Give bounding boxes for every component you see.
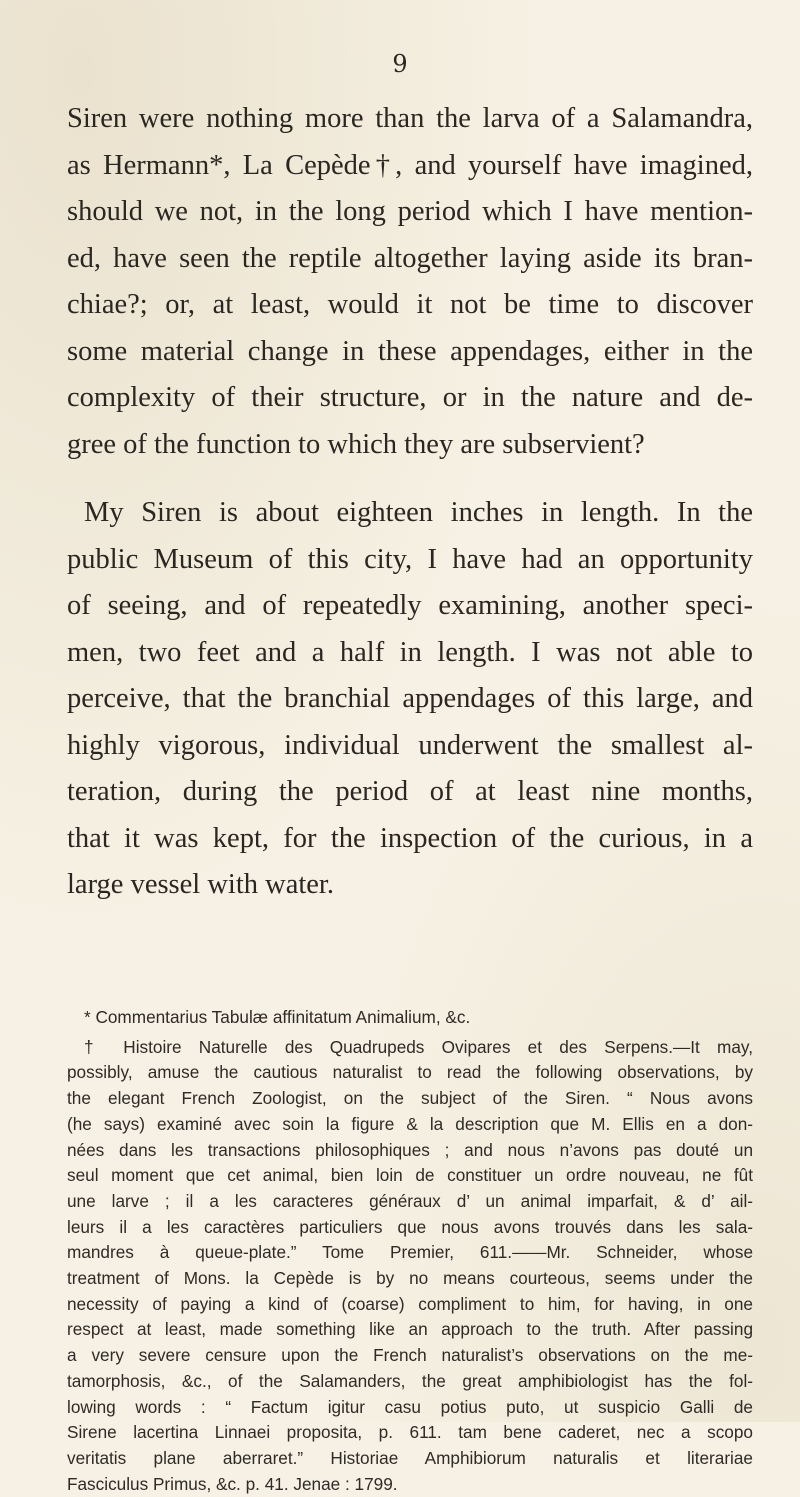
footnote-line: (he says) examiné avec soin la figure & la description que M. Ellis en a don- [67,1113,753,1134]
page-number: 9 [392,50,408,78]
text-line: complexity of their structure, or in the nature and de- [67,382,753,413]
footnote-2 [67,1035,753,1497]
footnote-line: tamorphosis, &c., of the Salamanders, the great amphibiologist has the fol- [67,1370,753,1391]
text-line: as Hermann*, La Cepède†, and yourself have imagined, [67,149,753,181]
footnote-line: necessity of paying a kind of (coarse) compliment to him, for having, in one [67,1293,753,1314]
footnote-line: possibly, amuse the cautious naturalist to read the following observations, by [67,1062,753,1083]
footnote-line: a very severe censure upon the French naturalist’s observations on the me- [67,1345,753,1366]
text-line: My Siren is about eighteen inches in length. In the [84,497,753,528]
text-line: public Museum of this city, I have had an opportunity [67,543,753,575]
footnote-line: veritatis plane aberraret.” Historiae Amphibiorum naturalis et literariae [67,1447,753,1468]
footnote-line: lowing words : “ Factum igitur casu potius puto, ut suspicio Galli de [67,1396,753,1417]
footnote-1: * Commentarius Tabulæ affinitatum Animalium, &c. [84,1007,471,1027]
text-line: large vessel with water. [67,869,334,900]
footnote-line: seul moment que cet animal, bien loin de constituer un ordre nouveau, ne fût [67,1165,753,1186]
footnote-line: † Histoire Naturelle des Quadrupeds Ovipares et des Serpens.—It may, [84,1036,753,1057]
paragraph-1 [67,96,753,468]
text-line: ed, have seen the reptile altogether laying aside its bran- [67,242,753,274]
text-line: chiae?; or, at least, would it not be time to discover [67,289,753,320]
text-line: teration, during the period of at least nine months, [67,776,753,807]
footnotes [67,1005,753,1497]
text-line: gree of the function to which they are subservient? [67,428,645,460]
text-line: of seeing, and of repeatedly examining, another speci- [67,590,753,621]
text-line: Siren were nothing more than the larva of a Salamandra, [67,103,753,134]
footnote-line: une larve ; il a les caracteres généraux d’ un animal imparfait, & d’ ail- [67,1190,753,1211]
text-line: highly vigorous, individual underwent the smallest al- [67,729,753,761]
footnote-line: nées dans les transactions philosophiques ; and nous n’avons pas douté un [67,1139,753,1160]
footnote-line: the elegant French Zoologist, on the subject of the Siren. “ Nous avons [67,1088,753,1109]
text-line: some material change in these appendages, either in the [67,335,753,367]
footnote-line: Fasciculus Primus, &c. p. 41. Jenae : 1799. [67,1473,398,1494]
main-text [67,96,753,909]
text-line: that it was kept, for the inspection of the curious, in a [67,822,753,854]
text-line: should we not, in the long period which I have mention- [67,196,753,227]
text-line: men, two feet and a half in length. I was not able to [67,636,753,668]
footnote-line: respect at least, made something like an approach to the truth. After passing [67,1319,753,1340]
footnote-line: Sirene lacertina Linnaei proposita, p. 611. tam bene caderet, nec a scopo [67,1422,753,1443]
text-line: perceive, that the branchial appendages of this large, and [67,683,753,714]
footnote-line: treatment of Mons. la Cepède is by no means courteous, seems under the [67,1268,753,1289]
footnote-line: leurs il a les caractères particuliers que nous avons trouvés dans les sala- [67,1216,753,1237]
paragraph-2 [67,490,753,909]
footnote-line: mandres à queue-plate.” Tome Premier, 611.——Mr. Schneider, whose [67,1242,753,1263]
